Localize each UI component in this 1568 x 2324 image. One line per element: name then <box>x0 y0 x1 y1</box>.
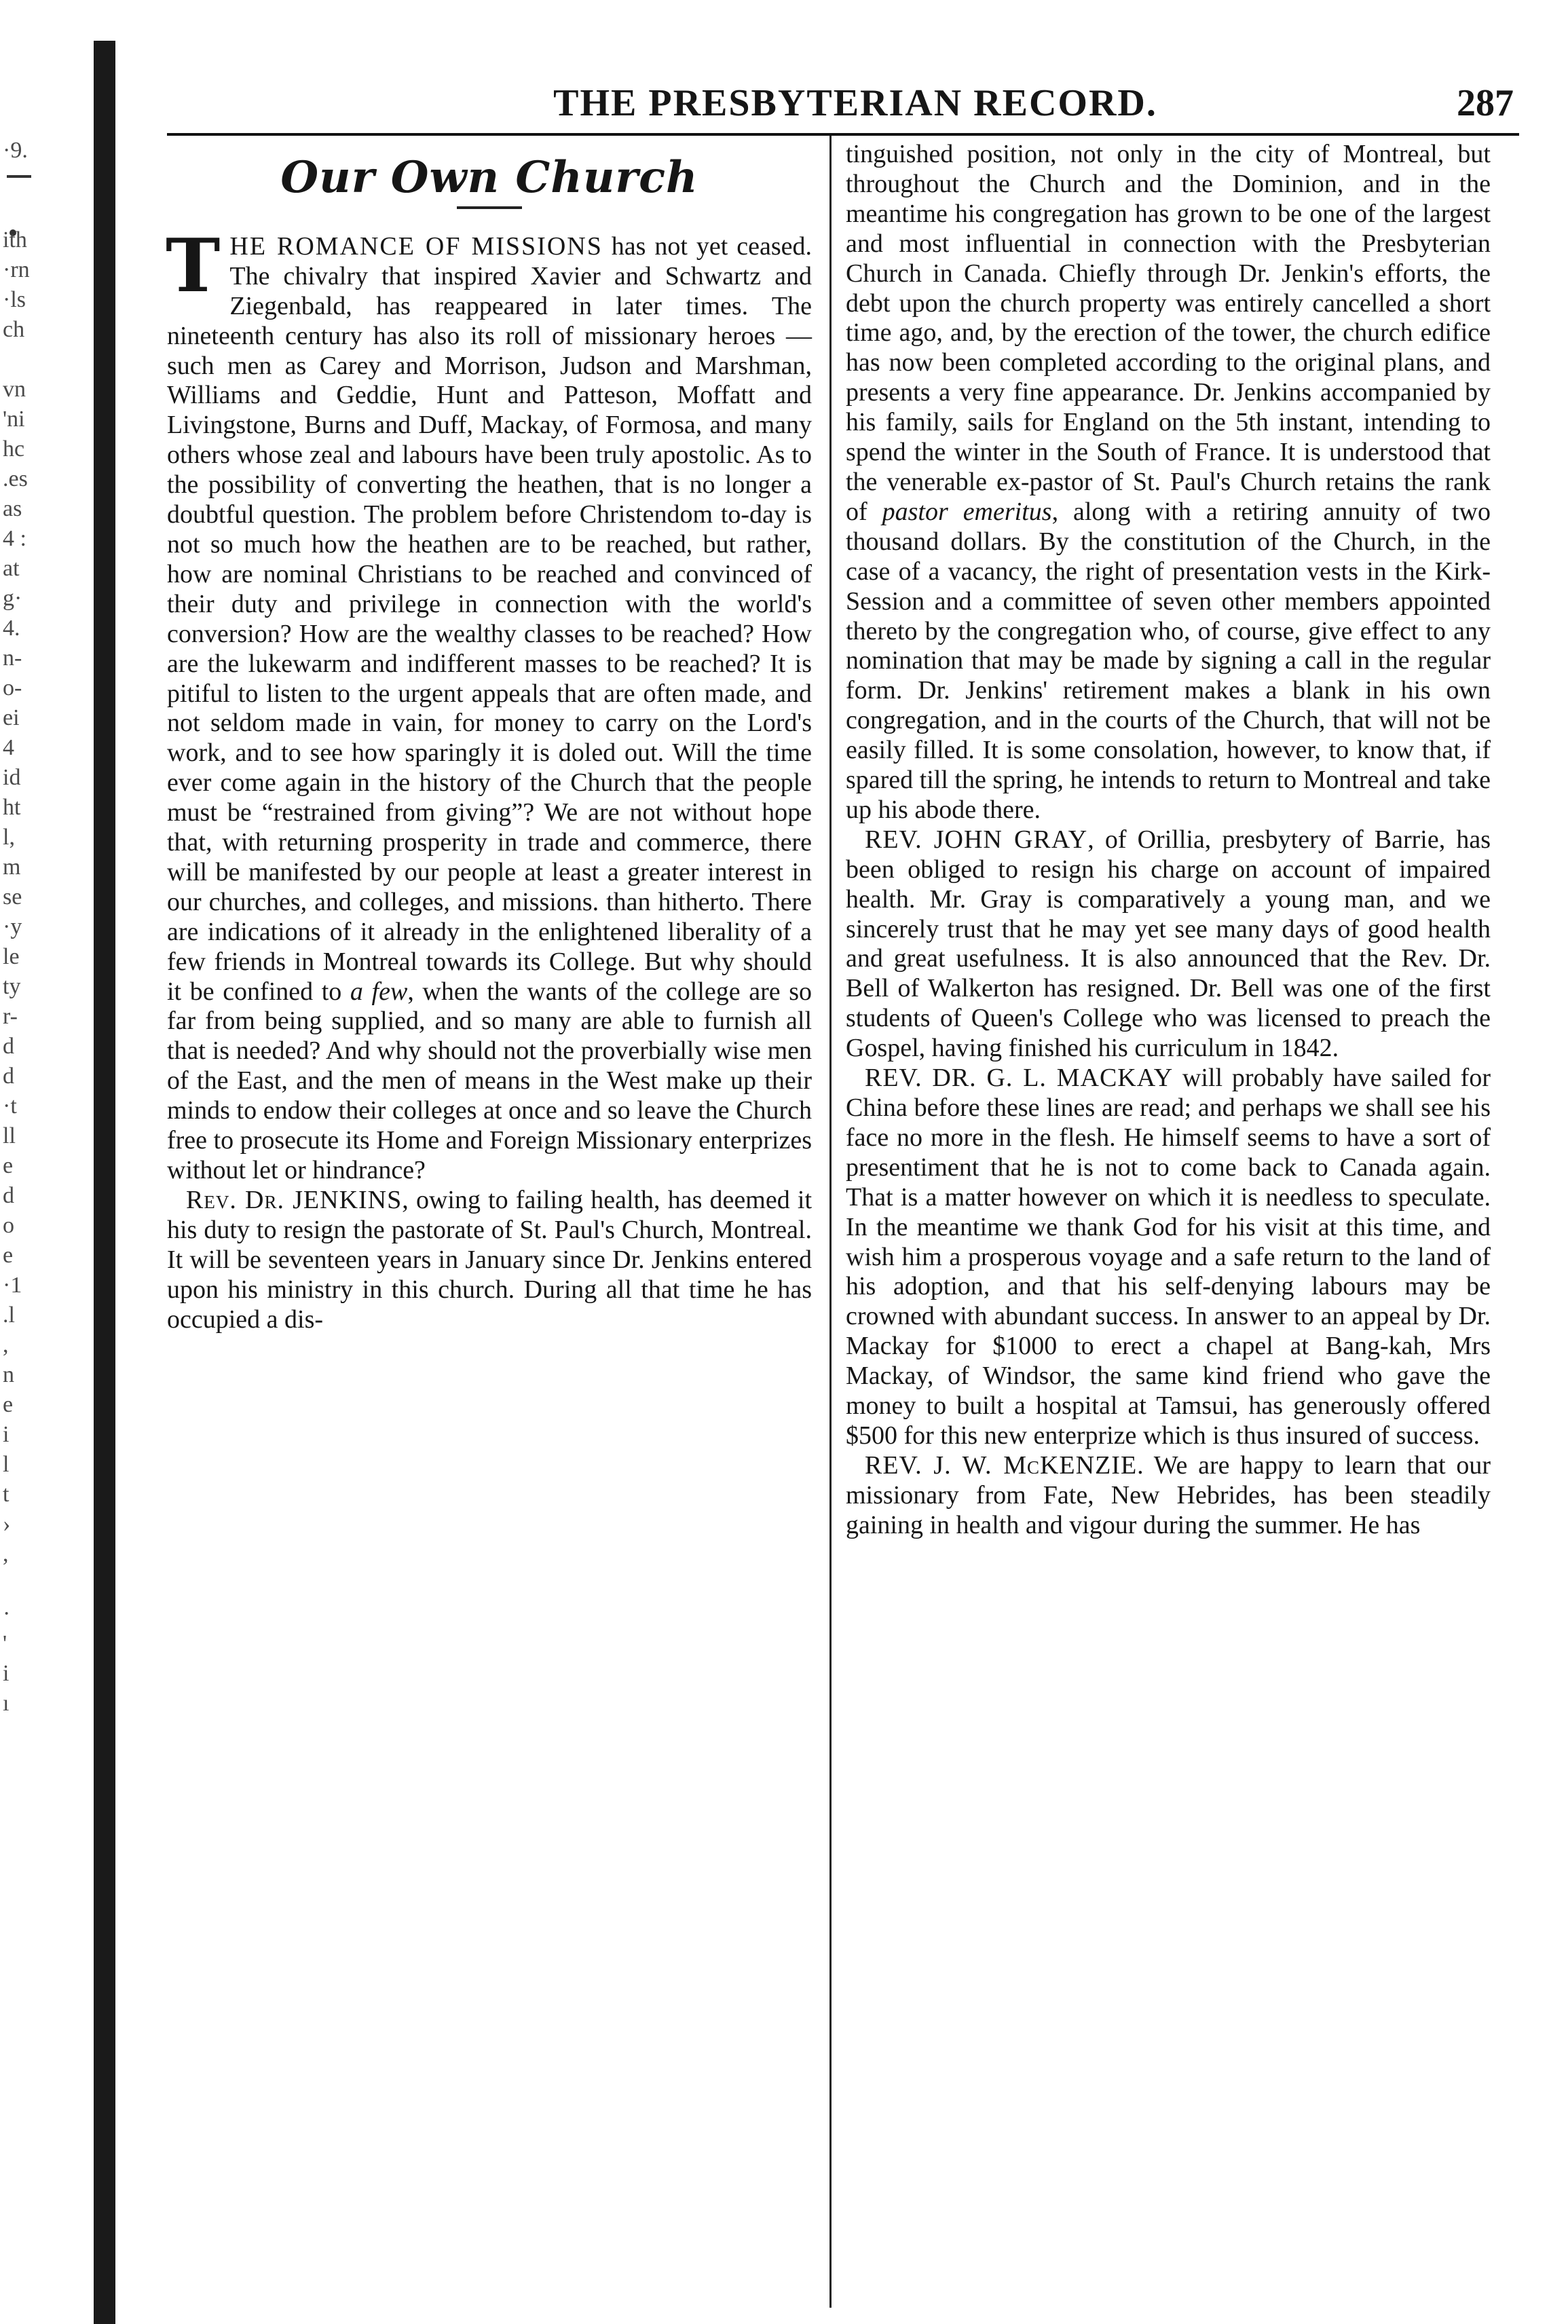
margin-fragment: se <box>3 884 22 910</box>
paragraph-jenkins-continued <box>846 140 1491 825</box>
margin-fragment: o <box>3 1213 14 1238</box>
jenkins-cont-text: tinguished position, not only in the city of Montreal, but throughout the Church and the Dominion, and in the meantime his congregation has grown to be one of the largest and most influential in connection with the Presbyterian Church in Canada. Chiefly through Dr. Jenkin's efforts, the debt upon the church property was entirely cancelled a short time ago, and, by the erection of the tower, the church edifice has now been completed according to the original plans, and presents a very fine appearance. Dr. Jenkins accompanied by his family, sails for England on the 5th instant, intending to spend the winter in the South of France. It is understood that the venerable ex-pastor of St. Paul's Church retains the rank of <box>846 140 1491 526</box>
section-title: Our Own Church <box>280 152 698 203</box>
mckenzie-name: REV. J. W. McKENZIE <box>865 1450 1138 1480</box>
margin-fragment: 'ni <box>3 407 25 432</box>
margin-fragment: as <box>3 496 22 521</box>
gray-name: REV. JOHN GRAY <box>865 825 1088 854</box>
margin-fragment: e <box>3 1243 14 1268</box>
margin-fragment: id <box>3 765 21 790</box>
margin-fragment <box>3 1569 77 1599</box>
margin-fragment: ch <box>3 317 25 342</box>
margin-fragment: ty <box>3 974 21 999</box>
paragraph-mckenzie <box>846 1451 1491 1541</box>
margin-fragment <box>3 166 77 195</box>
margin-fragment: , <box>3 1541 9 1567</box>
header-rule <box>167 133 1519 136</box>
margin-fragment: hc <box>3 436 25 462</box>
margin-fragment <box>3 345 77 375</box>
left-column <box>167 140 812 1334</box>
margin-fragment: g· <box>3 586 22 611</box>
article-romance-of-missions <box>166 223 813 1186</box>
margin-fragment: ·ls <box>3 287 26 312</box>
title-rule <box>457 206 522 209</box>
margin-fragment: ' <box>3 1631 7 1656</box>
margin-fragment: ·9. <box>3 138 28 163</box>
margin-fragment: at <box>3 556 20 581</box>
dropcap: T <box>166 223 221 309</box>
margin-fragment <box>3 195 77 225</box>
margin-fragment: ei <box>3 705 20 730</box>
margin-fragment: ·t <box>3 1093 17 1119</box>
right-column <box>846 140 1491 1541</box>
margin-fragment: 4 <box>3 735 14 760</box>
margin-fragment: ·rn <box>3 257 30 282</box>
margin-fragment: ll <box>3 1123 16 1148</box>
mackay-name: REV. DR. G. L. MACKAY <box>865 1064 1174 1093</box>
margin-fragment: › <box>3 1512 11 1537</box>
margin-fragment: .es <box>3 466 28 491</box>
margin-fragment: ·y <box>3 914 22 939</box>
margin-fragment: , <box>3 1332 9 1357</box>
jenkins-cont-italic: pastor emeritus <box>882 497 1052 526</box>
margin-fragment: ith <box>3 227 27 252</box>
margin-fragment: vn <box>3 377 26 402</box>
paragraph-gray <box>846 825 1491 1064</box>
margin-fragment: d <box>3 1064 14 1089</box>
gray-text: , of Orillia, presbytery of Barrie, has been obliged to resign his charge on account of impaired health. Mr. Gray is comparatively a young man, and we sincerely trust that he may yet see many days of good health and great usefulness. It is also announced that the Rev. Dr. Bell of Walkerton has resigned. Dr. Bell was one of the first students of Queen's College who was licensed to preach the Gospel, having finished his curriculum in 1842. <box>846 825 1491 1063</box>
margin-fragment: .l <box>3 1302 15 1328</box>
margin-fragment: l <box>3 1452 10 1477</box>
article-body: has not yet ceased. The chivalry that inspired Xavier and Schwartz and Ziegenbald, has reappeared in later times. The nineteenth century has also its roll of missionary heroes —such men as Carey and Morrison, Judson and Marshman, Williams and Geddie, Hunt and Patteson, Moffatt and Livingstone, Burns and Duff, Mackay, of Formosa, and many others whose zeal and labours have been truly apostolic. As to the possibility of converting the heathen, that is no longer a doubtful question. The problem before Christendom to-day is not so much how the heathen are to be reached, but rather, how are nominal Christians to be reached and convinced of their duty and privilege in connection with the world's conversion? How are the wealthy classes to be reached? How are the lukewarm and indifferent masses to be reached? It is pitiful to listen to the urgent appeals that are often made, and not seldom made in vain, for money to carry on the Lord's work, and to see how sparingly it is doled out. Will the time ever come again in the history of the Church that the people must be “restrained from giving”? We are not without hope that, with returning prosperity in trade and commerce, there will be manifested by our people at least a greater interest in our churches, and colleges, and missions. than hitherto. There are indications of it already in the enlightened liberality of a few friends in Montreal towards its College. But why should it be confined to <box>167 231 813 1006</box>
margin-fragment: i <box>3 1422 10 1447</box>
margin-fragment: e <box>3 1392 14 1417</box>
margin-fragment: 4. <box>3 616 20 641</box>
margin-fragment: 4 : <box>3 526 26 551</box>
margin-fragment: l, <box>3 825 15 850</box>
page-number: 287 <box>1457 82 1514 124</box>
running-head: THE PRESBYTERIAN RECORD. <box>553 82 1157 124</box>
margin-fragment: r- <box>3 1004 18 1029</box>
mackay-text: will probably have sailed for China before these lines are read; and perhaps we shall see his face no more in the flesh. He himself seems to have a sort of presentiment that he is not to come back to Canada again. That is a matter however on which it is needless to speculate. In the meantime we thank God for his visit at this time, and wish him a prosperous voyage and a safe return to the land of his adoption, and that his self-denying labours may be crowned with abundant success. In answer to an appeal by Dr. Mackay for $1000 to erect a chapel at Bang-kah, Mrs Mackay, of Windsor, the same kind friend who gave the money to built a hospital at Tamsui, has generously offered $500 for this new enterprize which is thus insured of success. <box>846 1064 1491 1450</box>
margin-fragment: ı <box>3 1691 10 1716</box>
article-body-end: , when the wants of the college are so far from being supplied, and so many are able to furnish all that is needed? And why should not the proverbially wise men of the East, and the men of means in the West make up their minds to endow their colleges at once and so leave the Church free to prosecute its Home and Foreign Missionary enterprizes without let or hindrance? <box>167 977 813 1184</box>
margin-fragment: o- <box>3 675 22 700</box>
margin-fragment: ht <box>3 795 21 820</box>
mckenzie-text: . We are happy to learn that our missionary from Fate, New Hebrides, has been steadily gaining in health and vigour during the summer. He has <box>846 1450 1491 1539</box>
binding-shadow <box>94 41 115 2324</box>
margin-fragment: d <box>3 1183 14 1208</box>
jenkins-name: Rev. Dr. JENKINS <box>186 1185 403 1214</box>
jenkins-cont-text-end: , along with a retiring annuity of two thousand dollars. By the constitution of the Church, in the case of a vacancy, the right of presentation vests in the Kirk-Session and a committee of seven other members appointed thereto by the congregation who, of course, give effect to any nomination that may be made by signing a call in the regular form. Dr. Jenkins' retirement makes a blank in his own congregation, and in the courts of the Church, that will not be easily filled. It is some consolation, however, to know that, if spared till the spring, he intends to return to Montreal and take up his abode there. <box>846 497 1491 824</box>
margin-fragment: n- <box>3 645 22 671</box>
margin-fragment: t <box>3 1482 10 1507</box>
article-opening: HE ROMANCE OF MISSIONS <box>229 231 603 261</box>
previous-page-margin-fragments <box>3 136 77 1900</box>
margin-fragment: le <box>3 944 20 969</box>
column-rule <box>829 136 832 2308</box>
margin-fragment: ·1 <box>3 1273 22 1298</box>
margin-fragment: i <box>3 1661 10 1686</box>
margin-fragment: n <box>3 1362 14 1387</box>
margin-fragment: d <box>3 1034 14 1059</box>
article-italic: a few <box>350 977 408 1006</box>
paragraph-mackay <box>846 1064 1491 1451</box>
paragraph-jenkins <box>167 1186 812 1335</box>
margin-fragment: · <box>3 1601 11 1626</box>
margin-fragment: m <box>3 855 21 880</box>
margin-fragment: e <box>3 1153 14 1178</box>
jenkins-text: , owing to failing health, has deemed it his duty to resign the pastorate of St. Paul's Church, Montreal. It will be seventeen years in January since Dr. Jenkins entered upon his ministry in this church. During all that time he has occupied a dis- <box>167 1185 813 1334</box>
